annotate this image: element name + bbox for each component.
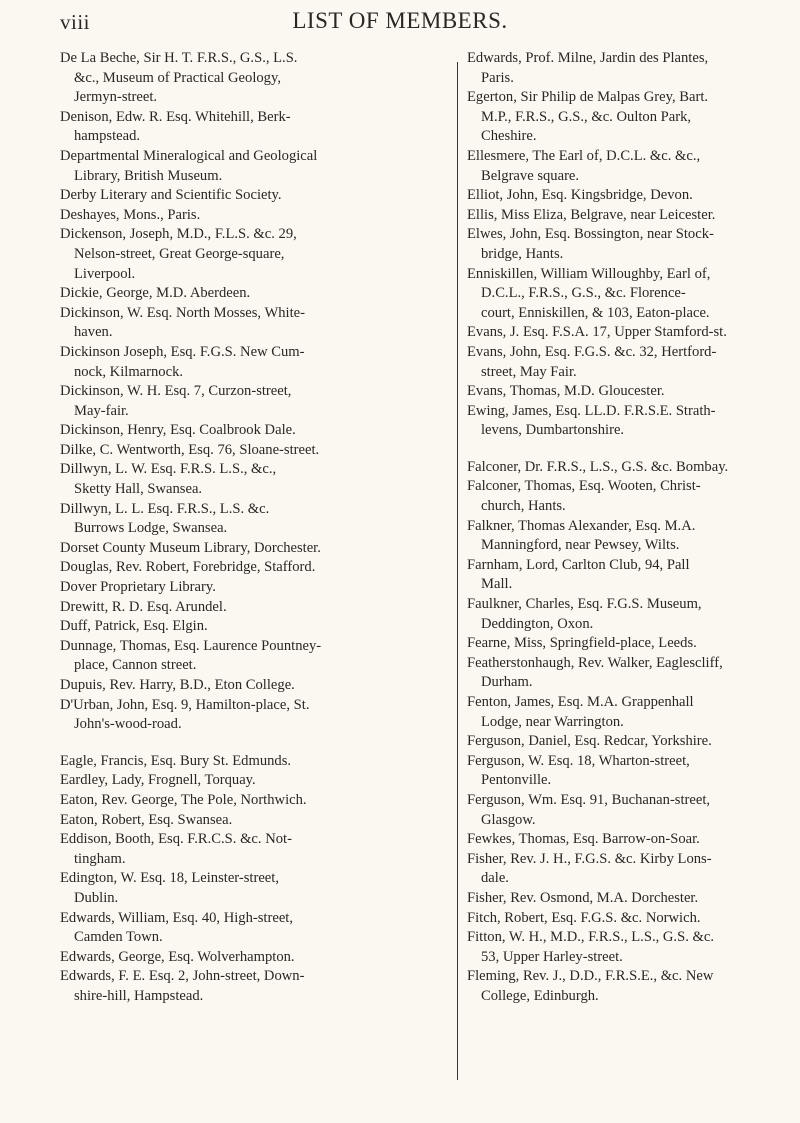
- member-entry: Elliot, John, Esq. Kingsbridge, Devon.: [467, 187, 693, 204]
- member-entry: Ewing, James, Esq. LL.D. F.R.S.E. Strath- levens, Dumbartonshire.: [467, 402, 716, 439]
- page-header: [0, 6, 800, 46]
- member-entry: Fenton, James, Esq. M.A. Grappenhall Lodge, near Warrington.: [467, 694, 694, 730]
- member-entry: Ferguson, Daniel, Esq. Redcar, Yorkshire.: [467, 733, 712, 750]
- member-entry: Denison, Edw. R. Esq. Whitehill, Berk- hampstead.: [60, 108, 291, 145]
- member-entry: Edwards, F. E. Esq. 2, John-street, Down- shire-hill, Hampstead.: [60, 968, 305, 1004]
- member-entry: Dillwyn, L. L. Esq. F.R.S., L.S. &c. Burrows Lodge, Swansea.: [60, 500, 270, 537]
- member-entry: Dickie, George, M.D. Aberdeen.: [60, 285, 251, 302]
- member-entry: Ferguson, W. Esq. 18, Wharton-street, Pentonville.: [467, 752, 690, 789]
- member-entry: Eagle, Francis, Esq. Bury St. Edmunds.: [60, 752, 292, 769]
- member-entry: Dover Proprietary Library.: [60, 579, 216, 596]
- member-entry: Dickinson, Henry, Esq. Coalbrook Dale.: [60, 422, 296, 439]
- member-entry: Enniskillen, William Willoughby, Earl of, D.C.L., F.R.S., G.S., &c. Florence- court, Enniskillen, & 103, Eaton-place.: [467, 265, 711, 321]
- page-number: viii: [60, 10, 91, 34]
- member-entry: Deshayes, Mons., Paris.: [60, 206, 201, 223]
- member-entry: Dickinson, W. Esq. North Mosses, White- haven.: [60, 304, 305, 341]
- right-column: [467, 49, 800, 1007]
- member-entry: Departmental Mineralogical and Geological Library, British Museum.: [60, 147, 318, 184]
- member-entry: Derby Literary and Scientific Society.: [60, 187, 282, 204]
- left-column: [60, 49, 394, 1007]
- section-gap: [467, 441, 800, 458]
- member-entry: Dickinson Joseph, Esq. F.G.S. New Cum- nock, Kilmarnock.: [60, 343, 305, 380]
- member-entry: Egerton, Sir Philip de Malpas Grey, Bart. M.P., F.R.S., G.S., &c. Oulton Park, Cheshire.: [467, 89, 709, 145]
- member-entry: De La Beche, Sir H. T. F.R.S., G.S., L.S. &c., Museum of Practical Geology, Jermyn-street.: [60, 50, 298, 106]
- member-entry: Drewitt, R. D. Esq. Arundel.: [60, 598, 227, 615]
- member-entry: Dupuis, Rev. Harry, B.D., Eton College.: [60, 677, 295, 693]
- member-entry: Elwes, John, Esq. Bossington, near Stock- bridge, Hants.: [467, 226, 714, 262]
- member-entry: Dickenson, Joseph, M.D., F.L.S. &c. 29, Nelson-street, Great George-square, Liverpool.: [60, 226, 297, 282]
- member-entry: D'Urban, John, Esq. 9, Hamilton-place, St. John's-wood-road.: [60, 696, 310, 733]
- member-entry: Fitton, W. H., M.D., F.R.S., L.S., G.S. &c. 53, Upper Harley-street.: [467, 929, 714, 965]
- section-gap: [60, 735, 394, 752]
- member-entry: Evans, John, Esq. F.G.S. &c. 32, Hertford- street, May Fair.: [467, 343, 717, 380]
- member-entry: Eaton, Robert, Esq. Swansea.: [60, 811, 233, 828]
- member-entry: Edwards, George, Esq. Wolverhampton.: [60, 948, 295, 965]
- member-entry: Farnham, Lord, Carlton Club, 94, Pall Mall.: [467, 556, 690, 593]
- member-entry: Ferguson, Wm. Esq. 91, Buchanan-street, Glasgow.: [467, 791, 711, 828]
- member-entry: Featherstonhaugh, Rev. Walker, Eaglescliff, Durham.: [467, 654, 723, 691]
- column-divider: [457, 62, 458, 1080]
- member-entry: Eaton, Rev. George, The Pole, Northwich.: [60, 791, 307, 808]
- member-entry: Eardley, Lady, Frognell, Torquay.: [60, 772, 256, 789]
- member-entry: Evans, J. Esq. F.S.A. 17, Upper Stamford-st.: [467, 324, 727, 341]
- member-entry: Eddison, Booth, Esq. F.R.C.S. &c. Not- tingham.: [60, 831, 292, 867]
- member-entry: Ellis, Miss Eliza, Belgrave, near Leicester.: [467, 206, 716, 223]
- member-entry: Fisher, Rev. Osmond, M.A. Dorchester.: [467, 889, 699, 906]
- member-entry: Ellesmere, The Earl of, D.C.L. &c. &c., Belgrave square.: [467, 147, 701, 184]
- running-head-title: LIST OF MEMBERS.: [292, 8, 508, 33]
- member-entry: Fitch, Robert, Esq. F.G.S. &c. Norwich.: [467, 909, 701, 926]
- member-entry: Edwards, Prof. Milne, Jardin des Plantes, Paris.: [467, 50, 709, 86]
- member-entry: Douglas, Rev. Robert, Forebridge, Stafford.: [60, 559, 316, 576]
- member-entry: Falkner, Thomas Alexander, Esq. M.A. Manningford, near Pewsey, Wilts.: [467, 517, 696, 554]
- member-entry: Edwards, William, Esq. 40, High-street, Camden Town.: [60, 909, 294, 946]
- member-entry: Edington, W. Esq. 18, Leinster-street, Dublin.: [60, 870, 279, 906]
- member-entry: Falconer, Dr. F.R.S., L.S., G.S. &c. Bombay.: [467, 458, 729, 475]
- member-entry: Fearne, Miss, Springfield-place, Leeds.: [467, 635, 697, 652]
- member-entry: Dilke, C. Wentworth, Esq. 76, Sloane-street.: [60, 441, 320, 458]
- member-entry: Falconer, Thomas, Esq. Wooten, Christ- church, Hants.: [467, 478, 701, 515]
- member-entry: Fewkes, Thomas, Esq. Barrow-on-Soar.: [467, 831, 700, 848]
- member-entry: Fleming, Rev. J., D.D., F.R.S.E., &c. New College, Edinburgh.: [467, 968, 714, 1004]
- member-entry: Dickinson, W. H. Esq. 7, Curzon-street, May-fair.: [60, 383, 292, 419]
- member-entry: Dunnage, Thomas, Esq. Laurence Pountney- place, Cannon street.: [60, 637, 322, 674]
- member-entry: Dillwyn, L. W. Esq. F.R.S. L.S., &c., Sketty Hall, Swansea.: [60, 461, 277, 498]
- member-entry: Evans, Thomas, M.D. Gloucester.: [467, 383, 665, 400]
- member-entry: Faulkner, Charles, Esq. F.G.S. Museum, Deddington, Oxon.: [467, 596, 702, 632]
- member-entry: Fisher, Rev. J. H., F.G.S. &c. Kirby Lons- dale.: [467, 850, 712, 887]
- member-entry: Dorset County Museum Library, Dorchester.: [60, 539, 321, 556]
- member-entry: Duff, Patrick, Esq. Elgin.: [60, 618, 208, 635]
